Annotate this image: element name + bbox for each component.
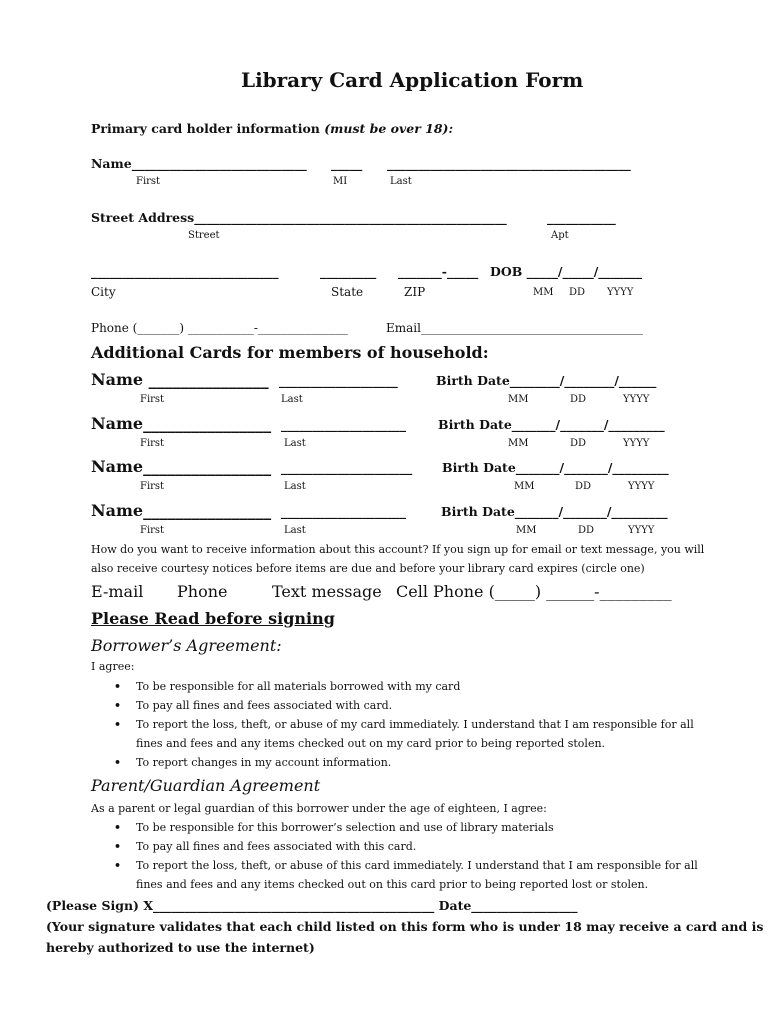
member-1-caption-yyyy: YYYY xyxy=(623,394,650,405)
member-4-caption-dd: DD xyxy=(578,525,595,536)
contact-question-line-1: How do you want to receive information about this account? If you sign up for email or text message, you will xyxy=(91,543,705,556)
caption-city: City xyxy=(91,285,116,299)
primary-name-field[interactable]: Name____________________________ xyxy=(91,156,307,171)
member-4-name-field[interactable]: Name________________ xyxy=(91,501,272,520)
dob-field[interactable]: DOB _____/_____/_______ xyxy=(490,264,643,279)
primary-mi-field[interactable]: _____ xyxy=(331,156,363,171)
caption-state: State xyxy=(331,285,364,299)
member-3-birth-field[interactable]: Birth Date_______/_______/_________ xyxy=(442,460,669,475)
parent-item-3-continued: fines and fees and any items checked out on this card prior to being reported lost or stolen. xyxy=(136,878,649,891)
member-4-birth-field[interactable]: Birth Date_______/_______/_________ xyxy=(441,504,668,519)
apt-field[interactable]: ___________ xyxy=(547,210,616,225)
email-field[interactable]: Email_____________________________________ xyxy=(386,321,643,335)
parent-intro: As a parent or legal guardian of this borrower under the age of eighteen, I agree: xyxy=(91,802,547,815)
zip-field[interactable]: _______-_____ xyxy=(398,264,479,279)
caption-street: Street xyxy=(188,230,220,241)
form-title: Library Card Application Form xyxy=(241,68,584,92)
member-4-caption-yyyy: YYYY xyxy=(628,525,655,536)
member-2-caption-first: First xyxy=(140,438,165,449)
member-2-last-field[interactable]: ____________________ xyxy=(281,417,406,432)
member-1-birth-field[interactable]: Birth Date________/________/______ xyxy=(436,373,657,388)
primary-note: (must be over 18): xyxy=(324,121,454,136)
parent-agreement-heading: Parent/Guardian Agreement xyxy=(91,776,321,795)
read-before-signing-heading: Please Read before signing xyxy=(91,609,335,628)
borrower-item-2: • To pay all fines and fees associated with card. xyxy=(136,699,392,712)
member-2-caption-mm: MM xyxy=(508,438,529,449)
primary-last-field[interactable]: _______________________________________ xyxy=(387,156,631,171)
caption-zip: ZIP xyxy=(404,285,426,299)
primary-heading xyxy=(91,121,453,136)
caption-apt: Apt xyxy=(551,230,569,241)
member-2-caption-dd: DD xyxy=(570,438,587,449)
member-1-name-field[interactable]: Name _______________ xyxy=(91,370,269,389)
member-3-caption-last: Last xyxy=(284,481,306,492)
member-4-caption-first: First xyxy=(140,525,165,536)
option-cell-phone[interactable]: Cell Phone (_____) ______-_________ xyxy=(396,582,672,601)
member-2-birth-field[interactable]: Birth Date_______/_______/_________ xyxy=(438,417,665,432)
primary-heading-text: Primary card holder information xyxy=(91,121,320,136)
borrower-item-3-continued: fines and fees and any items checked out on my card prior to being reported stolen. xyxy=(136,737,606,750)
signature-note-line-1: (Your signature validates that each child listed on this form who is under 18 may receive a card and is xyxy=(46,919,764,934)
option-email[interactable]: E-mail xyxy=(91,582,144,601)
parent-item-2: • To pay all fines and fees associated with this card. xyxy=(136,840,416,853)
member-1-caption-last: Last xyxy=(281,394,303,405)
option-text-message[interactable]: Text message xyxy=(272,582,382,601)
household-heading: Additional Cards for members of household: xyxy=(91,343,489,362)
caption-dd: DD xyxy=(569,287,586,298)
member-3-caption-dd: DD xyxy=(575,481,592,492)
caption-mi: MI xyxy=(333,176,348,187)
member-1-caption-first: First xyxy=(140,394,165,405)
member-3-name-field[interactable]: Name________________ xyxy=(91,457,272,476)
caption-yyyy: YYYY xyxy=(607,287,634,298)
parent-item-3: • To report the loss, theft, or abuse of this card immediately. I understand that I am responsible for all xyxy=(136,859,698,872)
phone-field[interactable]: Phone (_______) ___________-_______________ xyxy=(91,321,348,335)
borrower-item-1: • To be responsible for all materials borrowed with my card xyxy=(136,680,460,693)
member-2-caption-last: Last xyxy=(284,438,306,449)
member-2-caption-yyyy: YYYY xyxy=(623,438,650,449)
caption-last: Last xyxy=(390,176,412,187)
signature-note-line-2: hereby authorized to use the internet) xyxy=(46,940,315,955)
caption-mm: MM xyxy=(533,287,554,298)
borrower-item-3: • To report the loss, theft, or abuse of my card immediately. I understand that I am responsible for all xyxy=(136,718,694,731)
member-4-last-field[interactable]: ____________________ xyxy=(281,504,406,519)
member-4-caption-mm: MM xyxy=(516,525,537,536)
borrower-item-4: • To report changes in my account information. xyxy=(136,756,391,769)
street-address-field[interactable]: Street Address__________________________________________________ xyxy=(91,210,507,225)
member-3-caption-yyyy: YYYY xyxy=(628,481,655,492)
caption-first: First xyxy=(136,176,161,187)
member-3-last-field[interactable]: _____________________ xyxy=(281,460,413,475)
option-phone[interactable]: Phone xyxy=(177,582,228,601)
borrower-agreement-heading: Borrower’s Agreement: xyxy=(91,636,282,655)
member-3-caption-first: First xyxy=(140,481,165,492)
contact-question-line-2: also receive courtesy notices before items are due and before your library card expires (circle one) xyxy=(91,562,645,575)
i-agree-label: I agree: xyxy=(91,660,135,673)
member-4-caption-last: Last xyxy=(284,525,306,536)
member-1-caption-dd: DD xyxy=(570,394,587,405)
parent-item-1: • To be responsible for this borrower’s selection and use of library materials xyxy=(136,821,554,834)
member-2-name-field[interactable]: Name________________ xyxy=(91,414,272,433)
member-1-caption-mm: MM xyxy=(508,394,529,405)
city-field[interactable]: ______________________________ xyxy=(91,264,279,279)
state-field[interactable]: _________ xyxy=(320,264,377,279)
signature-field[interactable]: (Please Sign) X_____________________________________________ Date_________________ xyxy=(46,898,578,913)
member-3-caption-mm: MM xyxy=(514,481,535,492)
member-1-last-field[interactable]: ___________________ xyxy=(279,373,398,388)
